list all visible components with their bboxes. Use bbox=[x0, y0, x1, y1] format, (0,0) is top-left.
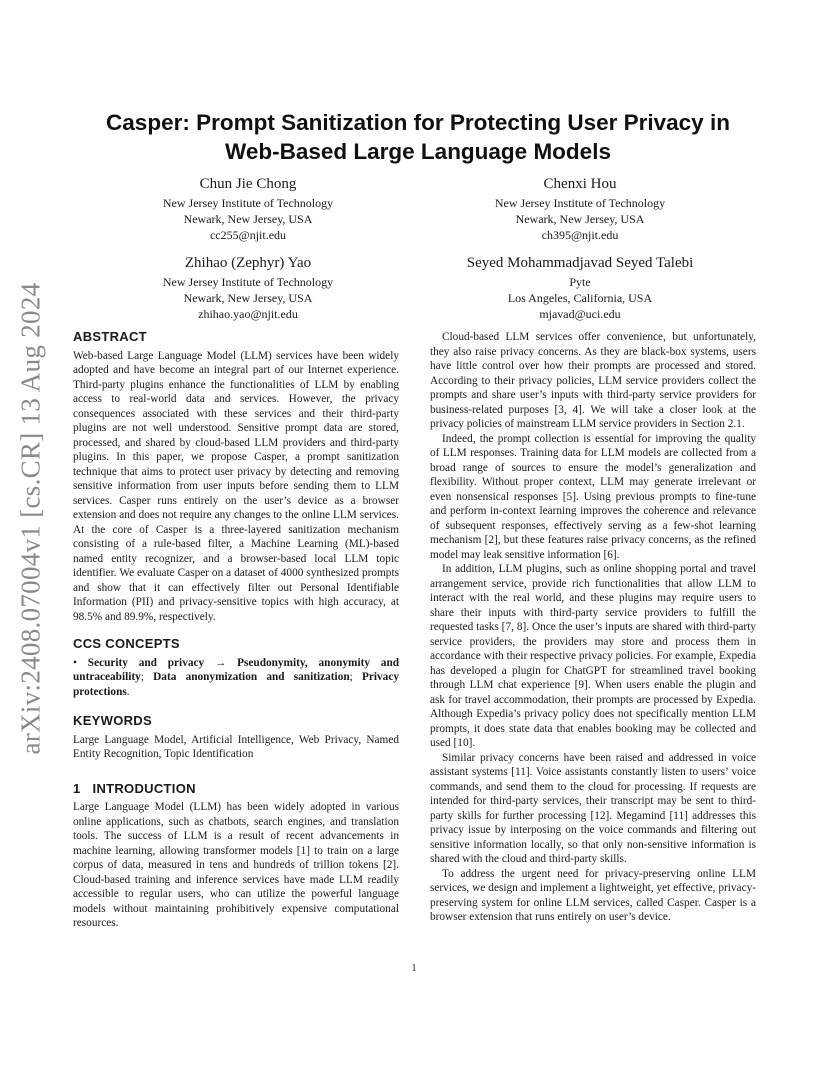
keywords-heading: KEYWORDS bbox=[73, 713, 152, 728]
title-line-1: Casper: Prompt Sanitization for Protecting User Privacy in bbox=[106, 110, 730, 135]
author-name: Zhihao (Zephyr) Yao bbox=[184, 255, 312, 271]
ccs-end: . bbox=[126, 685, 130, 698]
arxiv-stamp bbox=[6, 278, 56, 758]
ccs-concepts bbox=[73, 656, 399, 700]
author-block-4 bbox=[430, 253, 730, 322]
right-column bbox=[430, 330, 756, 925]
ccs-arrow: → bbox=[214, 656, 227, 669]
author-affiliation: New Jersey Institute of Technology bbox=[162, 275, 334, 289]
abstract-heading: ABSTRACT bbox=[73, 329, 147, 344]
ccs-separator: ; bbox=[349, 671, 353, 683]
author-affiliation: New Jersey Institute of Technology bbox=[494, 196, 666, 210]
right-paragraph-4: Similar privacy concerns have been raised and addressed in voice assistant systems [11]. Voice assistants constantly listen to users’ voice commands, and send them to the cloud for processing. If requests are intended for third-party services, their transcript may be sent to third-party skills for further processing [12]. Megamind [11] addresses this privacy issue by interposing on the voice commands and filtering out sensitive information locally, so that only non-sensitive information is shared with the cloud and third-party skills. bbox=[430, 751, 756, 865]
author-name: Seyed Mohammadjavad Seyed Talebi bbox=[466, 255, 694, 271]
paper-title bbox=[80, 108, 756, 166]
arxiv-stamp-text: arXiv:2408.07004v1 [cs.CR] 13 Aug 2024 bbox=[15, 282, 46, 754]
author-block-2 bbox=[460, 174, 700, 243]
author-affiliation: New Jersey Institute of Technology bbox=[162, 196, 334, 210]
ccs-bullet: • bbox=[73, 656, 77, 669]
author-email: mjavad@uci.edu bbox=[539, 307, 621, 321]
author-location: Newark, New Jersey, USA bbox=[515, 212, 645, 226]
right-paragraph-3: In addition, LLM plugins, such as online shopping portal and travel arrangement service, provide rich functionalities that allow LLM to interact with the real world, and these plugins may require users to share their inputs with third-party service providers to fulfill the requested tasks [7, 8]. Once the user’s inputs are shared with third-party service providers, the providers may store and process them in accordance with their respective privacy policies. For example, Expedia has developed a plugin for ChatGPT for streamlined travel booking through LLM chat experience [9]. When users enable the plugin and ask for travel accommodation, their prompts are processed by Expedia. Although Expedia’s privacy policy does not specifically mention LLM prompts, it does state data that enables booking may be collected and used [10]. bbox=[430, 563, 756, 749]
author-block-1 bbox=[128, 174, 368, 243]
ccs-part-3: Data anonymization and sanitization bbox=[153, 671, 350, 683]
ccs-part-1: Security and privacy bbox=[87, 656, 205, 669]
author-affiliation: Pyte bbox=[569, 275, 591, 289]
right-paragraph-1: Cloud-based LLM services offer convenience, but unfortunately, they also raise privacy concerns. As they are black-box systems, users have little control over how their prompts are processed and stored. According to their privacy policies, LLM service providers collect the prompts and share user’s inputs with third-party service providers for business-related purposes [3, 4]. We will take a closer look at the privacy policies of mainstream LLM service providers in Section 2.1. bbox=[430, 331, 756, 430]
author-location: Los Angeles, California, USA bbox=[507, 291, 653, 305]
ccs-part-2: Pseudonymity, anonymity and untraceability bbox=[73, 656, 400, 683]
ccs-separator: ; bbox=[140, 671, 144, 683]
author-email: cc255@njit.edu bbox=[209, 228, 287, 242]
author-location: Newark, New Jersey, USA bbox=[183, 212, 313, 226]
intro-paragraph-1: Large Language Model (LLM) has been widely adopted in various online applications, such as chatbots, search engines, and translation tools. The success of LLM is a result of recent advancements in machine learning, allowing transformer models [1] to train on a large corpus of data, measured in tens and hundreds of trillion tokens [2]. Cloud-based training and inference services have made LLM readily accessible to regular users, who can utilize the powerful language models without maintaining prohibitively expensive computational resources. bbox=[73, 801, 399, 929]
author-name: Chenxi Hou bbox=[543, 176, 617, 192]
author-location: Newark, New Jersey, USA bbox=[183, 291, 313, 305]
left-column bbox=[73, 330, 399, 931]
ccs-part-4: Privacy protections bbox=[73, 671, 399, 698]
ccs-heading: CCS CONCEPTS bbox=[73, 636, 180, 651]
author-email: ch395@njit.edu bbox=[541, 228, 619, 242]
page-number: 1 bbox=[411, 963, 417, 974]
keywords-text: Large Language Model, Artificial Intelligence, Web Privacy, Named Entity Recognition, Topic Identification bbox=[73, 733, 399, 760]
introduction-heading bbox=[73, 782, 399, 797]
author-block-3 bbox=[128, 253, 368, 322]
right-paragraph-2: Indeed, the prompt collection is essential for improving the quality of LLM responses. Training data for LLM models are collected from a broad range of sources to ensure the model’s generalization and flexibility. Without proper context, LLM may generate irrelevant or even nonsensical responses [5]. Using previous prompts to fine-tune and perform in-context learning improves the coherence and relevance of subsequent responses, effectively serving as a few-shot learning mechanism [2], but these features raise privacy concerns, as the refined model may leak sensitive information [6]. bbox=[430, 432, 756, 561]
right-paragraph-5: To address the urgent need for privacy-preserving online LLM services, we design and implement a lightweight, yet effective, privacy-preserving system for online LLM services, called Casper. Casper is a browser extension that runs entirely on user’s device. bbox=[430, 867, 756, 923]
author-email: zhihao.yao@njit.edu bbox=[198, 307, 298, 321]
author-name: Chun Jie Chong bbox=[199, 176, 297, 192]
title-line-2: Web-Based Large Language Models bbox=[225, 139, 611, 164]
abstract-text: Web-based Large Language Model (LLM) services have been widely adopted and have become an integral part of our Internet experience. Third-party plugins enhance the functionalities of LLM by enabling access to real-world data and services. However, the privacy consequences associated with these services and their third-party plugins are not well understood. Sensitive prompt data are stored, processed, and shared by cloud-based LLM providers and third-party plugins. In this paper, we propose Casper, a prompt sanitization technique that aims to protect user privacy by detecting and removing sensitive information from user inputs before sending them to LLM services. Casper runs entirely on the user’s device as a browser extension and does not require any changes to the online LLM services. At the core of Casper is a three-layered sanitization mechanism consisting of a rule-based filter, a Machine Learning (ML)-based named entity recognizer, and a browser-based local LLM topic identifier. We evaluate Casper on a dataset of 4000 synthesized prompts and show that it can effectively filter out Personal Identifiable Information (PII) and privacy-sensitive topics with high accuracy, at 98.5% and 89.9%, respectively. bbox=[73, 349, 399, 623]
section-title: INTRODUCTION bbox=[92, 780, 196, 796]
section-number: 1 bbox=[73, 780, 81, 796]
